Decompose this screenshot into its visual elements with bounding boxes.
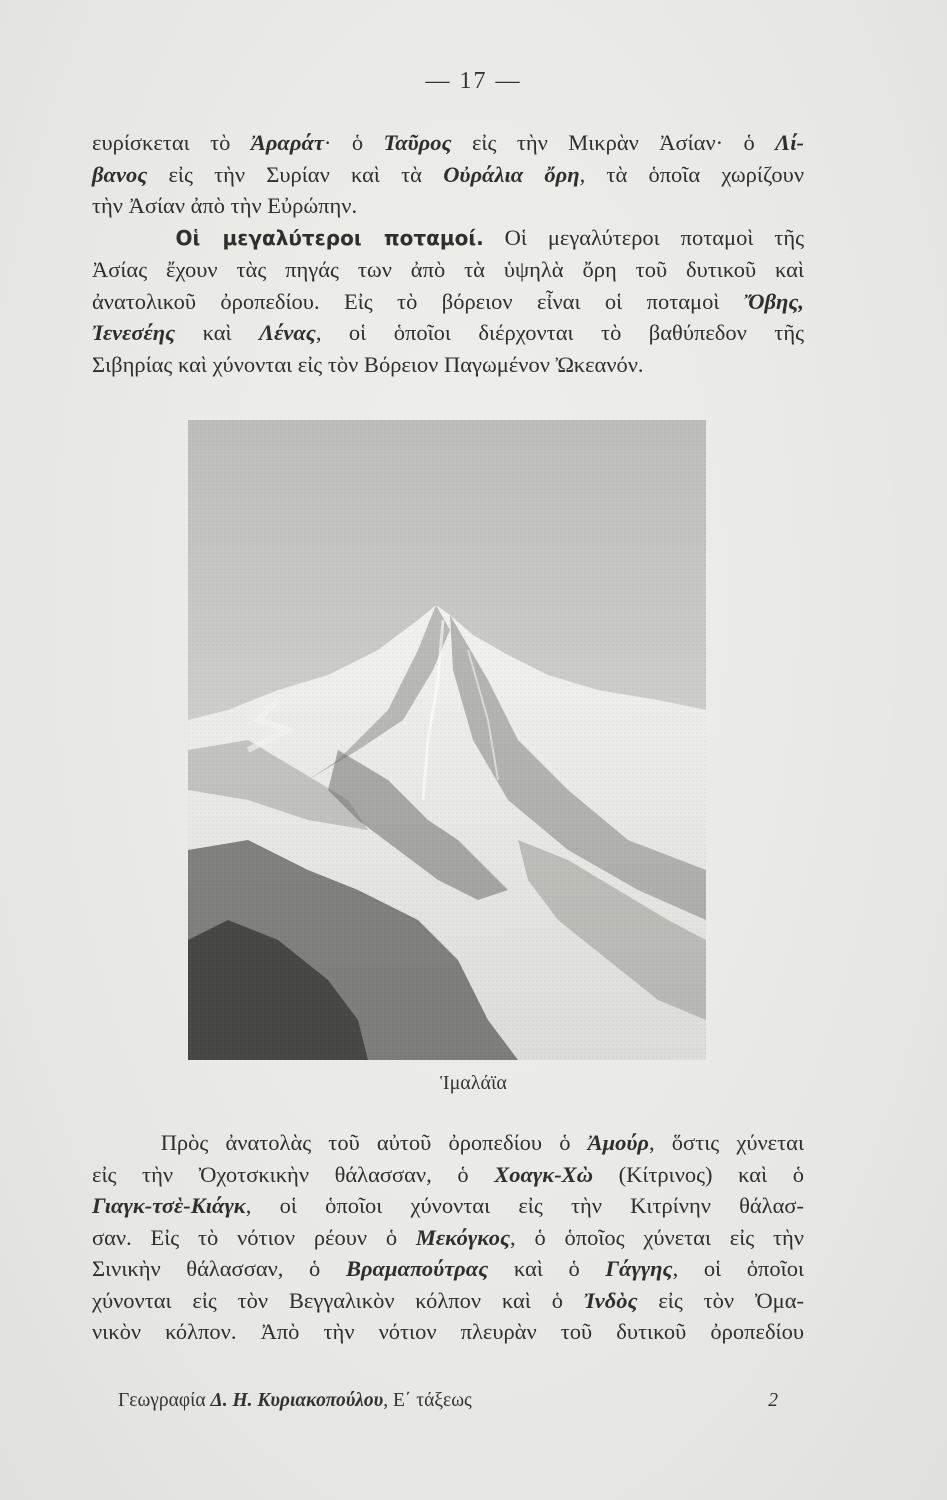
text-line	[92, 1285, 804, 1317]
text-run: · ὁ	[323, 130, 384, 155]
place-name: Οὐράλια ὄρη	[443, 161, 580, 187]
text-run: , ὅστις χύνεται	[649, 1130, 804, 1155]
text-run: , ὁ ὁποῖος χύνεται εἰς τὴν	[510, 1224, 804, 1250]
place-name: Ἀραράτ	[250, 130, 324, 155]
river-name: Γιαγκ-τσὲ-Κιάγκ	[92, 1193, 246, 1218]
footer-text: Γεωγραφία	[118, 1390, 211, 1411]
footer-author: Δ. Η. Κυριακοπούλου	[210, 1390, 384, 1411]
river-name: Λένας	[259, 320, 316, 345]
river-name: Βραμαπούτρας	[345, 1256, 489, 1281]
top-paragraph	[92, 127, 804, 380]
text-run: εἰς τὴν Ὀχοτσκικὴν θάλασσαν, ὁ	[92, 1161, 495, 1187]
bottom-paragraph	[92, 1127, 804, 1348]
section-heading: Οἱ μεγαλύτεροι ποταμοί.	[175, 225, 484, 250]
river-name: Ἰνδὸς	[583, 1287, 638, 1313]
text-run: (Κίτρινος) καὶ ὁ	[592, 1161, 804, 1187]
river-name: Γάγγης	[605, 1256, 673, 1281]
text-line	[92, 222, 804, 255]
figure-caption: Ἱμαλάϊα	[440, 1072, 507, 1094]
text-line	[92, 1127, 804, 1159]
text-run: ἀνατολικοῦ ὀροπεδίου. Εἰς τὸ βόρειον εἶναι οἱ ποταμοὶ	[92, 288, 744, 314]
text-line: Ἀσίας ἔχουν τὰς πηγάς των ἀπὸ τὰ ὑψηλὰ ὄρη τοῦ δυτικοῦ καὶ	[92, 257, 804, 282]
footer-text: , Ε΄ τάξεως	[383, 1390, 472, 1411]
text-line: τὴν Ἀσίαν ἀπὸ τὴν Εὐρώπην.	[92, 193, 358, 218]
mountain-photo-icon	[188, 420, 706, 1060]
text-run: εἰς τὴν Μικρὰν Ἀσίαν· ὁ	[451, 130, 776, 155]
text-line	[92, 1222, 804, 1254]
text-run: Οἱ μεγαλύτεροι ποταμοὶ τῆς	[483, 224, 804, 250]
text-run: χύνονται εἰς τὸν Βεγγαλικὸν κόλπον καὶ ὁ	[92, 1287, 584, 1313]
text-run: Πρὸς ἀνατολὰς τοῦ αὐτοῦ ὀροπεδίου ὁ	[160, 1130, 588, 1155]
text-run: Σινικὴν θάλασσαν, ὁ	[92, 1256, 346, 1281]
text-line	[92, 1190, 804, 1222]
page-number: — 17 —	[425, 68, 522, 94]
text-run: , οἱ ὁποῖοι χύνονται εἰς τὴν Κιτρίνην θάλασ-	[245, 1193, 804, 1218]
page-footer	[118, 1390, 778, 1412]
place-name: Ταῦρος	[383, 130, 452, 155]
river-name: Ἀμούρ	[587, 1130, 650, 1155]
text-line	[92, 159, 804, 191]
text-run: σαν. Εἰς τὸ νότιον ρέουν ὁ	[92, 1224, 416, 1250]
text-run: , οἱ ὁποῖοι διέρχονται τὸ βαθύπεδον τῆς	[315, 320, 805, 345]
text-line	[92, 127, 804, 159]
himalaya-photo	[188, 420, 706, 1060]
text-run: , οἱ ὁποῖοι	[672, 1256, 804, 1281]
place-name: βανος	[92, 161, 148, 187]
text-run: καὶ	[175, 320, 260, 345]
river-name: Ἰενεσέης	[92, 320, 176, 345]
text-run: εἰς τὸν Ὀμα-	[637, 1287, 804, 1313]
place-name: Λί-	[775, 130, 805, 155]
river-name: Μεκόγκος	[415, 1224, 511, 1250]
text-line	[92, 1159, 804, 1191]
text-line	[92, 1253, 804, 1285]
text-run: καὶ ὁ	[488, 1256, 606, 1281]
text-run: εἰς τὴν Συρίαν καὶ τὰ	[147, 161, 444, 187]
text-run: ευρίσκεται τὸ	[92, 130, 251, 155]
text-line	[92, 317, 804, 349]
river-name: Χοαγκ-Χὼ	[494, 1161, 593, 1187]
text-run: , τὰ ὁποῖα χωρίζουν	[579, 161, 804, 187]
signature-mark: 2	[768, 1390, 778, 1411]
text-line: Σιβηρίας καὶ χύνονται εἰς τὸν Βόρειον Παγωμένον Ὠκεανόν.	[92, 351, 644, 377]
river-name: Ὄβης,	[743, 288, 804, 314]
text-line	[92, 286, 804, 318]
text-line: νικὸν κόλπον. Ἀπὸ τὴν νότιον πλευρὰν τοῦ δυτικοῦ ὀροπεδίου	[92, 1319, 804, 1344]
